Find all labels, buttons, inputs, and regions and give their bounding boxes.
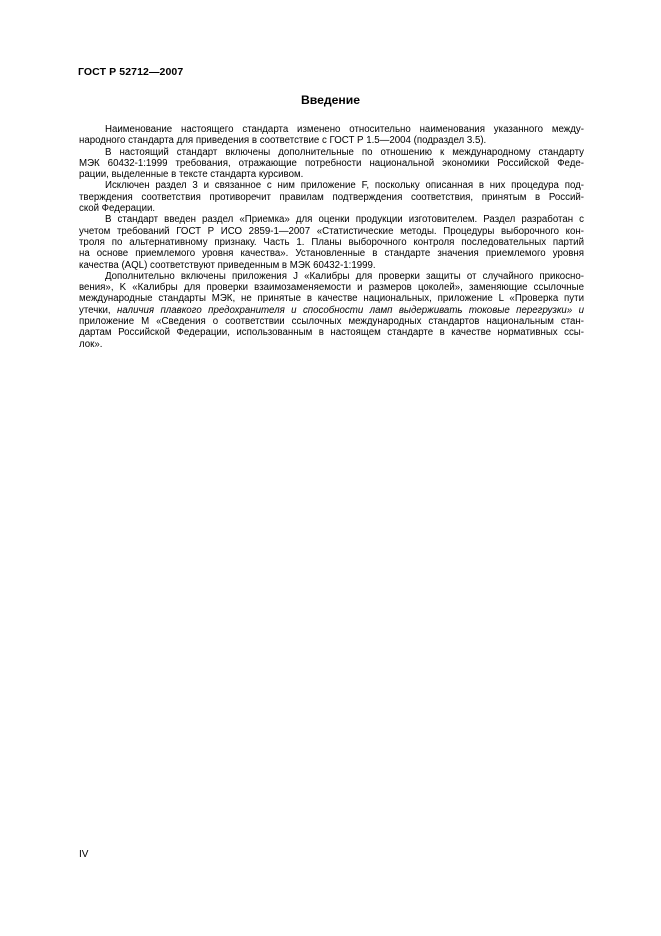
text-line: международные стандарты МЭК, не принятые в качестве национальных, приложение L «Проверка пути <box>79 293 584 305</box>
text-line: рации, выделенные в тексте стандарта курсивом. <box>79 169 304 181</box>
text-line: Дополнительно включены приложения J «Калибры для проверки защиты от случайного прикосно- <box>105 270 584 282</box>
text-line: троля по альтернативному признаку. Часть 1. Планы выборочного контроля последовательных партий <box>79 236 584 248</box>
page-title: Введение <box>300 93 361 107</box>
text-line: приложение M «Сведения о соответствии ссылочных международных стандартов национальным стан- <box>79 316 584 328</box>
text-line: на основе приемлемого уровня качества». Установленные в стандарте значения приемлемого уровня <box>79 248 584 260</box>
italic-text-segment: наличия плавкого предохранителя и способности ламп выдерживать токовые перегрузки» и <box>117 304 584 316</box>
text-line: В стандарт введен раздел «Приемка» для оценки продукции изготовителем. Раздел разработан с <box>105 214 584 226</box>
text-line: дартам Российской Федерации, использованным в настоящем стандарте в качестве нормативных ссы- <box>79 327 584 339</box>
body-text <box>79 124 584 350</box>
text-line: народного стандарта для приведения в соответствие с ГОСТ Р 1.5—2004 (подраздел 3.5). <box>79 135 487 147</box>
text-line: вения», K «Калибры для проверки взаимозаменяемости и размеров цоколей», заменяющие ссылочные <box>79 282 584 294</box>
page-number: IV <box>79 849 89 860</box>
paragraph-5 <box>79 271 584 350</box>
paragraph-2 <box>79 147 584 181</box>
text-segment: утечки, <box>79 304 118 316</box>
text-line: учетом требований ГОСТ Р ИСО 2859-1—2007 «Статистические методы. Процедуры выборочного кон- <box>79 225 584 237</box>
text-line <box>79 305 584 316</box>
text-line: ской Федерации. <box>79 203 156 215</box>
text-line: Наименование настоящего стандарта изменено относительно наименования указанного между- <box>105 124 584 135</box>
text-line: лок». <box>79 338 103 350</box>
paragraph-4 <box>79 214 584 270</box>
text-line: тверждения соответствия противоречит правилам подтверждения соответствия, принятым в Россий- <box>79 191 584 203</box>
text-line: качества (AQL) соответствуют приведенным в МЭК 60432-1:1999. <box>79 259 376 271</box>
paragraph-3 <box>79 180 584 214</box>
text-line: В настоящий стандарт включены дополнительные по отношению к международному стандарту <box>105 146 584 158</box>
document-id: ГОСТ Р 52712—2007 <box>78 66 184 78</box>
paragraph-1 <box>79 124 584 147</box>
text-line: Исключен раздел 3 и связанное с ним приложение F, поскольку описанная в них процедура под- <box>105 180 584 192</box>
text-line: МЭК 60432-1:1999 требования, отражающие потребности национальной экономики Российской Феде- <box>79 157 584 169</box>
